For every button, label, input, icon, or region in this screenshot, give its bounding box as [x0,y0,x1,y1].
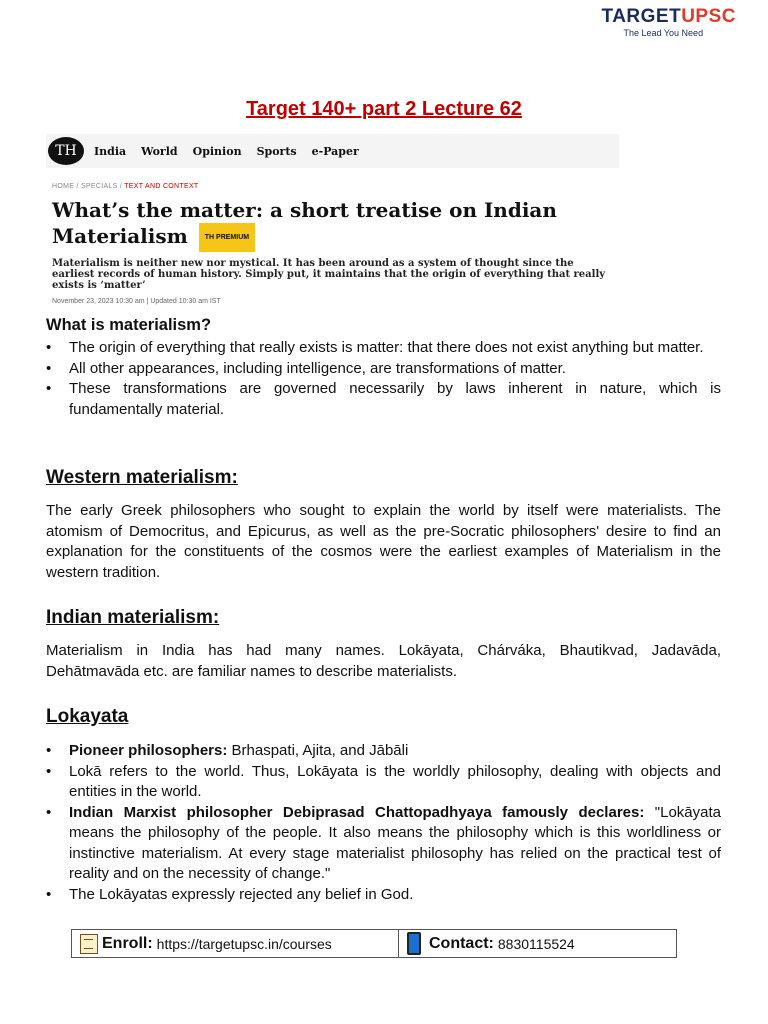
brand-upsc: UPSC [681,6,736,27]
enroll-cell [72,930,399,957]
what-is-section [46,338,721,420]
what-is-heading: What is materialism? [46,316,212,334]
article-screenshot [46,134,619,314]
indian-section [46,641,721,682]
quote-label: Indian Marxist philosopher Debiprasad Chattopadhyaya famously declares: [69,803,645,821]
list-item [46,803,721,885]
article-summary: Materialism is neither new nor mystical. It has been around as a system of thought since the earliest records of human history. Simply put, it maintains that the origin of everything that really exists is ‘matter’ [52,258,606,291]
enroll-link[interactable]: https://targetupsc.in/courses [156,935,332,952]
document-title: Target 140+ part 2 Lecture 62 [246,98,522,120]
list-item: • These transformations are governed necessarily by laws inherent in nature, which is fundamentally material. [46,379,721,420]
list-item: • The origin of everything that really exists is matter: that there does not exist anything but matter. [46,338,721,359]
crumb-text-and-context[interactable]: TEXT AND CONTEXT [124,183,199,190]
western-paragraph: The early Greek philosophers who sought to explain the world by itself were materialists. The atomism of Democritus, and Epicurus, as well as the pre-Socratic philosophers' desire to find an explanation for the constituents of the cosmos were the earliest examples of Materialism in the western tradition. [46,502,721,581]
indian-heading: Indian materialism: [46,607,220,628]
phone-icon [407,932,421,955]
brand-target: TARGET [601,6,682,27]
brand-logo [602,6,737,38]
nav-sports[interactable]: Sports [256,144,297,158]
list-item: • All other appearances, including intelligence, are transformations of matter. [46,359,721,380]
contact-cell [399,930,575,957]
brand-tagline: The Lead You Need [623,28,704,38]
headline-line-1: What’s the matter: a short treatise on Indian [52,198,557,222]
notepad-icon [80,934,98,954]
lokayata-section [46,741,721,905]
indian-paragraph: Materialism in India has had many names. Lokāyata, Chárváka, Bhautikvad, Jadavāda, Dehātmavāda etc. are familiar names to describe materialists. [46,642,721,680]
nav-epaper[interactable]: e-Paper [311,144,359,158]
contact-number[interactable]: 8830115524 [497,935,575,952]
contact-footer [71,929,677,958]
quote-text: "Lokāyata means the philosophy of the people. It also means the philosophy which is this worldliness or instinctive materialism. At every stage materialist philosophy has relied on the practical test of reality and on the necessity of change." [69,803,721,882]
list-item: • The Lokāyatas expressly rejected any belief in God. [46,885,721,906]
enroll-label: Enroll: [102,934,153,952]
lokayata-heading: Lokayata [46,706,129,727]
nav-india[interactable]: India [94,144,127,158]
western-section [46,501,721,583]
crumb-home[interactable]: HOME [52,183,75,190]
article-nav [46,134,619,168]
pioneer-text: Brhaspati, Ajita, and Jābāli [227,742,409,759]
article-dateline: November 23, 2023 10:30 am | Updated 10:30 am IST [52,298,221,305]
headline-line-2: Materialism [52,224,188,248]
list-item [46,741,721,762]
pioneer-label: Pioneer philosophers: [69,742,228,759]
western-heading: Western materialism: [46,467,238,488]
list-item: • Lokā refers to the world. Thus, Lokāyata is the worldly philosophy, dealing with objects and entities in the world. [46,762,721,803]
crumb-specials[interactable]: SPECIALS [80,183,118,190]
breadcrumb: HOME / SPECIALS / TEXT AND CONTEXT [52,183,199,190]
article-headline [52,198,619,252]
nav-world[interactable]: World [141,144,178,158]
contact-label: Contact: [429,934,494,952]
nav-opinion[interactable]: Opinion [192,144,242,158]
th-logo: TH [48,137,84,165]
premium-badge: TH PREMIUM [199,223,255,252]
